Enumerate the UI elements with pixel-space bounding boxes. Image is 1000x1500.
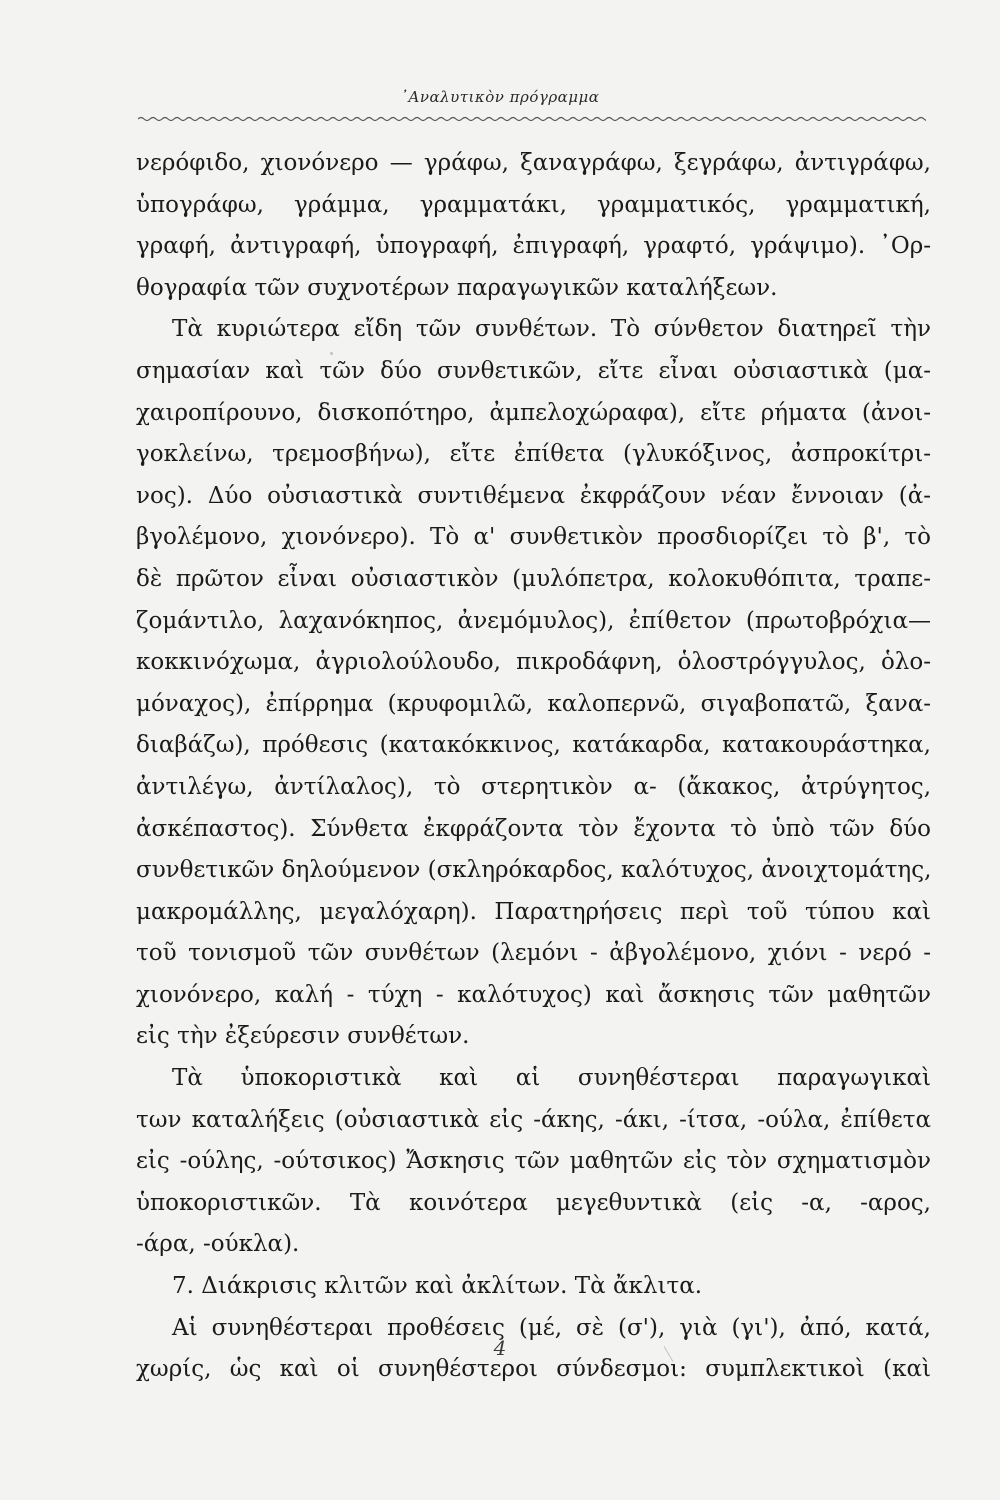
text-line: ζομάντιλο, λαχανόκηπος, ἀνεμόμυλος), ἐπίθετον (πρωτοβρόχια— bbox=[136, 607, 931, 634]
text-line: σημασίαν καὶ τῶν δύο συνθετικῶν, εἴτε εἶναι οὐσιαστικὰ (μα- bbox=[136, 357, 931, 384]
body-text bbox=[136, 143, 931, 1391]
text-line: συνθετικῶν δηλούμενον (σκληρόκαρδος, καλότυχος, ἀνοιχτομάτης, bbox=[136, 857, 931, 884]
text-line: χιονόνερο, καλή - τύχη - καλότυχος) καὶ ἄσκησις τῶν μαθητῶν bbox=[136, 981, 931, 1008]
text-line: ἀντιλέγω, ἀντίλαλος), τὸ στερητικὸν α- (ἄκακος, ἀτρύγητος, bbox=[136, 773, 931, 800]
text-line: ἀσκέπαστος). Σύνθετα ἐκφράζοντα τὸν ἔχοντα τὸ ὑπὸ τῶν δύο bbox=[136, 815, 931, 842]
text-line: Τὰ ὑποκοριστικὰ καὶ αἱ συνηθέστεραι παραγωγικαὶ bbox=[172, 1065, 931, 1092]
running-title: ᾿Αναλυτικὸν πρόγραμμα bbox=[400, 88, 600, 106]
wavy-rule bbox=[138, 116, 926, 122]
text-line: δὲ πρῶτον εἶναι οὐσιαστικὸν (μυλόπετρα, κολοκυθόπιτα, τραπε- bbox=[136, 565, 931, 592]
text-line: Τὰ κυριώτερα εἴδη τῶν συνθέτων. Τὸ σύνθετον διατηρεῖ τὴν bbox=[172, 316, 931, 343]
text-line: θογραφία τῶν συχνοτέρων παραγωγικῶν καταλήξεων. bbox=[136, 274, 778, 301]
text-line: γραφή, ἀντιγραφή, ὑπογραφή, ἐπιγραφή, γραφτό, γράψιμο). ᾿Ορ- bbox=[136, 233, 931, 260]
text-line: βγολέμονο, χιονόνερο). Τὸ α' συνθετικὸν προσδιορίζει τὸ β', τὸ bbox=[136, 524, 931, 551]
section-heading: 7. Διάκρισις κλιτῶν καὶ ἀκλίτων. Τὰ ἄκλιτα. bbox=[172, 1273, 703, 1300]
text-line: των καταλήξεις (οὐσιαστικὰ εἰς -άκης, -άκι, -ίτσα, -ούλα, ἐπίθετα bbox=[136, 1106, 931, 1133]
text-line: διαβάζω), πρόθεσις (κατακόκκινος, κατάκαρδα, κατακουράστηκα, bbox=[136, 732, 931, 759]
text-line: γοκλείνω, τρεμοσβήνω), εἴτε ἐπίθετα (γλυκόξινος, ἀσπροκίτρι- bbox=[136, 441, 931, 468]
text-line: ὑποκοριστικῶν. Τὰ κοινότερα μεγεθυντικὰ (εἰς -α, -αρος, bbox=[136, 1189, 931, 1216]
text-line: κοκκινόχωμα, ἀγριολούλουδο, πικροδάφνη, ὁλοστρόγγυλος, ὁλο- bbox=[136, 649, 931, 676]
paper-speck bbox=[330, 352, 333, 355]
text-line: εἰς τὴν ἐξεύρεσιν συνθέτων. bbox=[136, 1023, 470, 1050]
text-line: μόναχος), ἐπίρρημα (κρυφομιλῶ, καλοπερνῶ, σιγαβοπατῶ, ξανα- bbox=[136, 690, 931, 717]
text-line: νος). Δύο οὐσιαστικὰ συντιθέμενα ἐκφράζουν νέαν ἔννοιαν (ἀ- bbox=[136, 482, 931, 509]
text-line: μακρομάλλης, μεγαλόχαρη). Παρατηρήσεις περὶ τοῦ τύπου καὶ bbox=[136, 898, 931, 925]
text-line: χωρίς, ὡς καὶ οἱ συνηθέστεροι σύνδεσμοι: συμπλεκτικοὶ (καὶ bbox=[136, 1356, 931, 1383]
text-line: τοῦ τονισμοῦ τῶν συνθέτων (λεμόνι - ἀβγολέμονο, χιόνι - νερό - bbox=[136, 940, 931, 967]
text-line: εἰς -ούλης, -ούτσικος) Ἄσκησις τῶν μαθητῶν εἰς τὸν σχηματισμὸν bbox=[136, 1148, 931, 1175]
text-line: Αἱ συνηθέστεραι προθέσεις (μέ, σὲ (σ'), γιὰ (γι'), ἀπό, κατά, bbox=[172, 1314, 931, 1341]
text-line: χαιροπίρουνο, δισκοπότηρο, ἀμπελοχώραφα), εἴτε ρήματα (ἀνοι- bbox=[136, 399, 931, 426]
page-number: 4 bbox=[493, 1336, 507, 1360]
text-line: ὑπογράφω, γράμμα, γραμματάκι, γραμματικός, γραμματική, bbox=[136, 191, 931, 218]
text-line: νερόφιδο, χιονόνερο — γράφω, ξαναγράφω, ξεγράφω, ἀντιγράφω, bbox=[136, 150, 931, 176]
text-line: -άρα, -ούκλα). bbox=[136, 1231, 300, 1258]
